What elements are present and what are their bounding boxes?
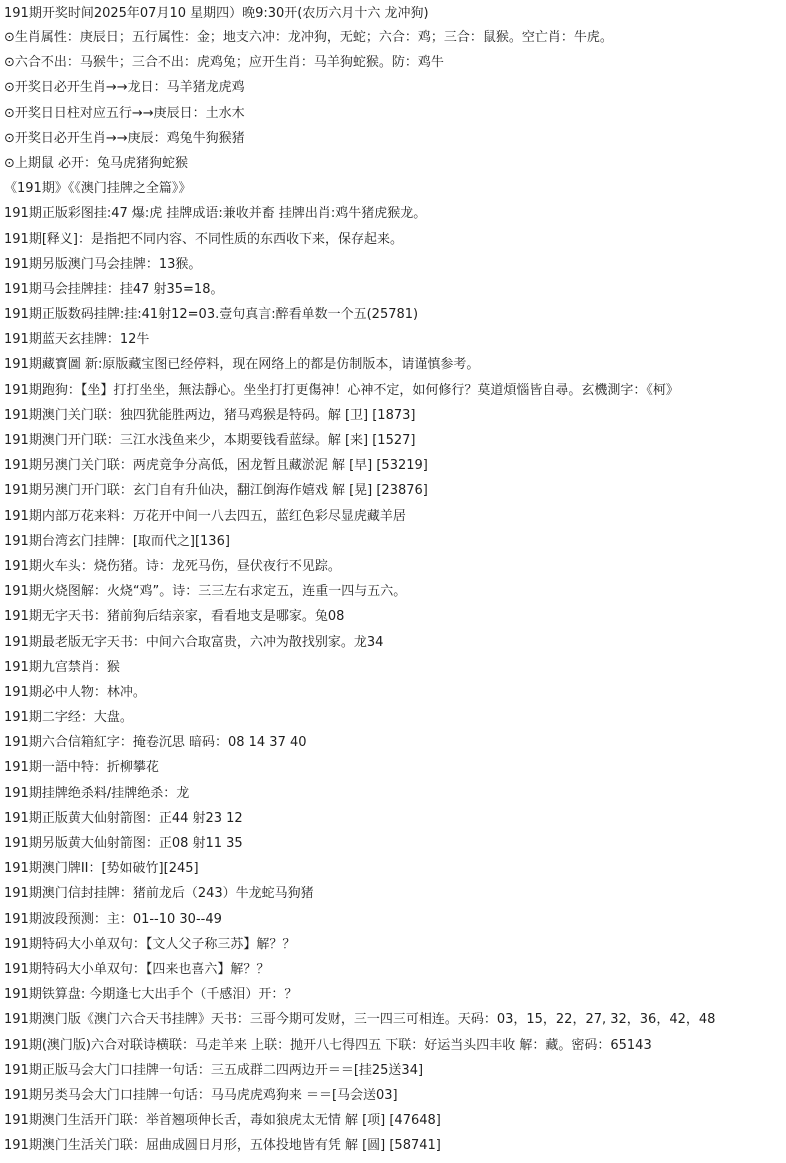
must-hit-person-line: 191期必中人物：林冲。 [4,684,146,700]
digital-board-line: 191期正版数码挂牌:挂:41射12=03.壹句真言:醉看单数一个五(25781) [4,307,419,323]
wong-tai-sin-official-line: 191期正版黄大仙射箭图：正44 射23 12 [4,810,243,826]
wanhua-line: 191期内部万花来料：万花开中间一八去四五，蓝红色彩尽显虎藏羊居 [4,508,406,524]
alt-opening-couplet-line: 191期另澳门开门联：玄门自有升仙决，翻江倒海作嬉戏 解 [晃] [23876] [4,483,428,499]
wordless-book-line: 191期无字天书：猪前狗后结亲家，看看地支是哪家。兔08 [4,609,345,625]
jockey-club-board-line: 191期马会挂牌挂：挂47 射35=18。 [4,281,224,297]
gate-board-official-line: 191期正版马会大门口挂牌一句话：三五成群二四两边开＝＝[挂25送34] [4,1062,424,1078]
official-picture-line: 191期正版彩图挂:47 爆:虎 挂牌成语:兼收并畜 挂牌出肖:鸡牛猪虎猴龙。 [4,206,427,222]
wave-forecast-line: 191期波段预测：主：01--10 30--49 [4,911,222,927]
alt-macau-board-line: 191期另版澳门马会挂牌：13猴。 [4,256,202,272]
life-closing-couplet-line: 191期澳门生活关门联：屈曲成圆日月形，五体投地皆有凭 解 [圆] [58741] [4,1138,441,1154]
nine-palace-line: 191期九宫禁肖：猴 [4,659,120,675]
dragon-day-zodiac-line: ⊙开奖日必开生肖→→龙日：马羊猪龙虎鸡 [4,80,245,96]
last-draw-rat-line: ⊙上期鼠 必开：兔马虎猪狗蛇猴 [4,155,189,171]
alt-closing-couplet-line: 191期另澳门关门联：两虎竟争分高低，困龙暂且藏淤泥 解 [早] [53219] [4,458,428,474]
gengchen-zodiac-line: ⊙开奖日必开生肖→→庚辰：鸡兔牛狗猴猪 [4,130,245,146]
fire-picture-line: 191期火烧图解：火烧“鸡”。诗：三三左右求定五，连重一四与五六。 [4,584,407,600]
heavenly-book-line: 191期澳门版《澳门六合天书挂牌》天书：三哥今期可发财，三一四三可相连。天码：03，15，22，27, 32，36，42，48 [4,1012,716,1028]
macau-closing-couplet-line: 191期澳门关门联：独四犹能胜两边，猪马鸡猴是特码。解 [卫] [1873] [4,407,416,423]
couplet-poem-line: 191期(澳门版)六合对联诗横联：马走羊来 上联：抛开八七得四五 下联：好运当头四丰收 解：藏。密码：65143 [4,1037,652,1053]
mailbox-red-line: 191期六合信箱紅字：掩卷沉思 暗码：08 14 37 40 [4,735,307,751]
macau-board-ii-line: 191期澳门牌II：[势如破竹][245] [4,861,199,877]
zodiac-attributes-line: ⊙生肖属性：庚辰日；五行属性：金；地支六冲：龙冲狗，无蛇；六合：鸡；三合：鼠猴。空亡肖：牛虎。 [4,30,613,45]
size-parity-line-1: 191期特码大小单双句：【文人父子称三苏】解？？ [4,936,296,952]
day-pillar-elements-line: ⊙开奖日日柱对应五行→→庚辰日：土水木 [4,105,245,121]
envelope-board-line: 191期澳门信封挂牌：猪前龙后（243）牛龙蛇马狗猪 [4,886,314,902]
blue-sky-board-line: 191期蓝天玄挂牌：12牛 [4,332,150,348]
wong-tai-sin-alt-line: 191期另版黄大仙射箭图：正08 射11 35 [4,836,243,851]
treasure-map-line: 191期藏寳圖 新:原版藏宝图已经停料，现在网络上的都是仿制版本，请谨慎参考。 [4,357,480,373]
board-kill-line: 191期挂牌绝杀料/挂牌绝杀：龙 [4,785,190,801]
locomotive-line: 191期火车头：烧伤猪。诗：龙死马伤，昼伏夜行不见踪。 [4,558,341,574]
gate-board-alt-line: 191期另类马会大门口挂牌一句话：马马虎虎鸡狗来 ＝＝[马会送03] [4,1087,398,1103]
liuhe-exclusion-line: ⊙六合不出：马猴牛；三合不出：虎鸡兔；应开生肖：马羊狗蛇猴。防：鸡牛 [4,55,444,71]
life-opening-couplet-line: 191期澳门生活开门联：举首翘项伸长舌，毒如狼虎太无情 解 [项] [47648] [4,1113,441,1129]
idiom-explanation-line: 191期[释义]：是指把不同内容、不同性质的东西收下来，保存起来。 [4,231,403,247]
macau-opening-couplet-line: 191期澳门开门联：三江水浅鱼来少，本期要钱看蓝绿。解 [来] [1527] [4,433,416,448]
taiwan-board-line: 191期台湾玄门挂牌：[取而代之][136] [4,533,230,549]
running-dog-line: 191期跑狗：【坐】打打坐坐，無法靜心。坐坐打打更傷神！心神不定，如何修行？莫道煩惱皆自尋。玄機測字：《柯》 [4,382,679,398]
one-phrase-line: 191期一語中特：折柳攀花 [4,760,159,776]
section-title: 《191期》《《澳门挂牌之全篇》》 [4,181,192,197]
abacus-line: 191期铁算盘: 今期逢七大出手个（千感泪）开：？ [4,987,298,1003]
size-parity-line-2: 191期特码大小单双句：【四来也喜六】解？？ [4,961,270,977]
draw-time-line: 191期开奖时间2025年07月10 星期四）晚9:30开(农历六月十六 龙冲狗) [4,6,429,21]
two-word-line: 191期二字经：大盘。 [4,710,133,726]
oldest-wordless-book-line: 191期最老版无字天书：中间六合取富贵，六冲为散找别家。龙34 [4,634,384,650]
